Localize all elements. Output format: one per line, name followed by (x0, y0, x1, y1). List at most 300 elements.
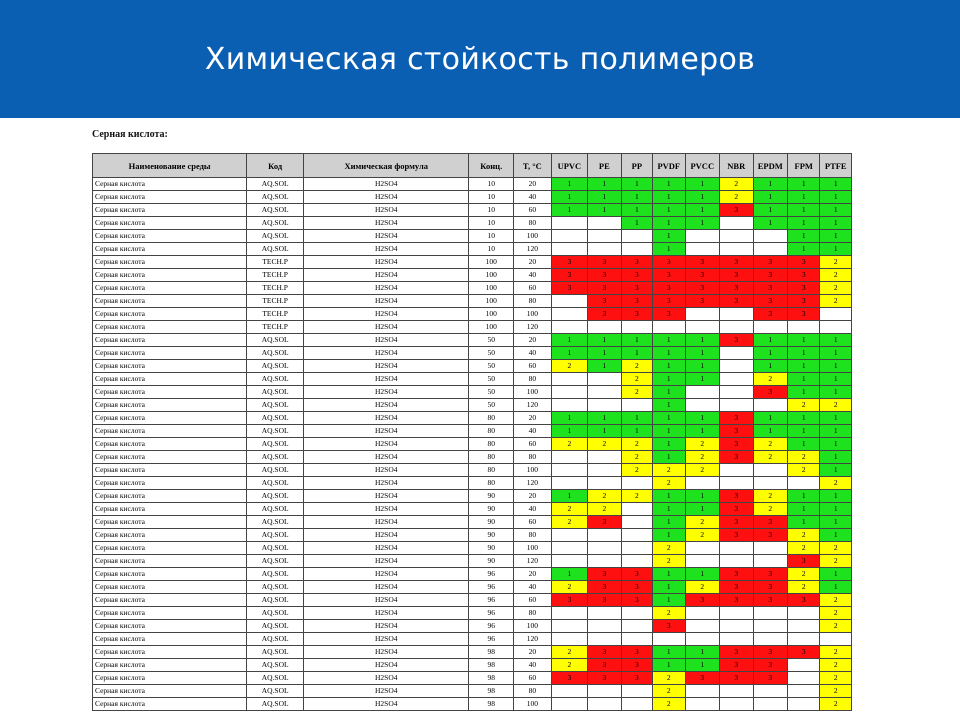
rating-cell (551, 529, 588, 542)
rating-cell: 2 (788, 581, 820, 594)
rating-cell: 2 (753, 373, 788, 386)
rating-cell: 3 (753, 659, 788, 672)
rating-cell: 1 (820, 503, 852, 516)
rating-cell: 3 (720, 672, 753, 685)
rating-cell: 2 (820, 399, 852, 412)
table-cell: TECH.P (247, 321, 304, 334)
rating-cell (621, 620, 652, 633)
rating-cell: 1 (653, 243, 685, 256)
rating-cell (788, 685, 820, 698)
rating-cell: 1 (653, 334, 685, 347)
rating-cell: 3 (551, 269, 588, 282)
rating-cell (720, 555, 753, 568)
table-cell: AQ.SOL (247, 464, 304, 477)
table-cell: AQ.SOL (247, 347, 304, 360)
rating-cell (588, 386, 621, 399)
rating-cell (685, 620, 720, 633)
rating-cell: 3 (685, 594, 720, 607)
table-cell: 120 (514, 399, 552, 412)
column-header: PVCC (685, 154, 720, 178)
rating-cell: 3 (653, 308, 685, 321)
table-cell: AQ.SOL (247, 412, 304, 425)
rating-cell (551, 373, 588, 386)
rating-cell (588, 464, 621, 477)
rating-cell: 1 (653, 204, 685, 217)
rating-cell (753, 399, 788, 412)
table-row (93, 659, 852, 672)
table-cell: H2SO4 (304, 516, 469, 529)
table-cell: H2SO4 (304, 633, 469, 646)
rating-cell: 2 (820, 672, 852, 685)
rating-cell: 3 (720, 516, 753, 529)
rating-cell: 1 (820, 425, 852, 438)
table-cell: 90 (469, 503, 514, 516)
rating-cell (588, 321, 621, 334)
rating-cell (685, 386, 720, 399)
rating-cell: 1 (653, 191, 685, 204)
rating-cell: 3 (720, 334, 753, 347)
rating-cell: 1 (653, 217, 685, 230)
table-cell: 96 (469, 633, 514, 646)
rating-cell: 3 (720, 451, 753, 464)
rating-cell (621, 399, 652, 412)
rating-cell: 1 (551, 347, 588, 360)
rating-cell: 3 (685, 269, 720, 282)
table-cell: 100 (469, 269, 514, 282)
rating-cell: 1 (588, 347, 621, 360)
rating-cell (753, 555, 788, 568)
column-header: Конц. (469, 154, 514, 178)
rating-cell: 1 (820, 243, 852, 256)
rating-cell (720, 399, 753, 412)
rating-cell: 3 (720, 594, 753, 607)
rating-cell: 3 (551, 256, 588, 269)
rating-cell (720, 373, 753, 386)
table-cell: H2SO4 (304, 425, 469, 438)
rating-cell: 3 (588, 568, 621, 581)
table-cell: AQ.SOL (247, 620, 304, 633)
rating-cell (621, 321, 652, 334)
table-cell: Серная кислота (93, 451, 247, 464)
table-row (93, 438, 852, 451)
rating-cell (720, 620, 753, 633)
rating-cell: 3 (621, 568, 652, 581)
table-cell: AQ.SOL (247, 672, 304, 685)
rating-cell (588, 685, 621, 698)
table-row (93, 230, 852, 243)
table-cell: 98 (469, 646, 514, 659)
table-row (93, 204, 852, 217)
table-body (93, 178, 852, 711)
rating-cell: 3 (753, 568, 788, 581)
table-row (93, 217, 852, 230)
rating-cell: 3 (753, 282, 788, 295)
table-cell: Серная кислота (93, 594, 247, 607)
table-cell: H2SO4 (304, 555, 469, 568)
column-header: FPM (788, 154, 820, 178)
rating-cell: 2 (788, 529, 820, 542)
rating-cell (621, 503, 652, 516)
rating-cell: 2 (685, 581, 720, 594)
rating-cell: 1 (653, 373, 685, 386)
rating-cell: 3 (588, 594, 621, 607)
table-cell: Серная кислота (93, 191, 247, 204)
rating-cell: 2 (551, 503, 588, 516)
table-cell: 50 (469, 386, 514, 399)
table-cell: 60 (514, 438, 552, 451)
rating-cell: 1 (551, 412, 588, 425)
table-row (93, 490, 852, 503)
rating-cell (788, 620, 820, 633)
rating-cell: 2 (753, 503, 788, 516)
rating-cell: 1 (820, 217, 852, 230)
table-row (93, 516, 852, 529)
table-cell: 80 (469, 412, 514, 425)
rating-cell (753, 685, 788, 698)
table-cell: 60 (514, 516, 552, 529)
table-cell: 98 (469, 698, 514, 711)
rating-cell: 3 (788, 594, 820, 607)
table-cell: H2SO4 (304, 412, 469, 425)
table-cell: Серная кислота (93, 347, 247, 360)
table-cell: 20 (514, 490, 552, 503)
rating-cell (788, 607, 820, 620)
table-cell: H2SO4 (304, 386, 469, 399)
rating-cell: 1 (551, 204, 588, 217)
table-row (93, 672, 852, 685)
rating-cell (685, 698, 720, 711)
table-cell: H2SO4 (304, 360, 469, 373)
table-cell: 80 (514, 451, 552, 464)
table-row (93, 646, 852, 659)
rating-cell: 3 (685, 256, 720, 269)
table-cell: 96 (469, 607, 514, 620)
rating-cell: 2 (820, 594, 852, 607)
rating-cell: 2 (820, 698, 852, 711)
rating-cell: 3 (653, 269, 685, 282)
rating-cell (551, 607, 588, 620)
rating-cell: 1 (653, 529, 685, 542)
rating-cell: 1 (685, 412, 720, 425)
rating-cell: 1 (788, 373, 820, 386)
rating-cell: 1 (621, 178, 652, 191)
rating-cell: 3 (753, 594, 788, 607)
rating-cell: 3 (788, 308, 820, 321)
table-cell: H2SO4 (304, 477, 469, 490)
rating-cell (551, 555, 588, 568)
rating-cell: 3 (720, 568, 753, 581)
rating-cell: 1 (685, 373, 720, 386)
table-cell: H2SO4 (304, 438, 469, 451)
rating-cell (551, 464, 588, 477)
rating-cell: 3 (788, 555, 820, 568)
rating-cell: 3 (588, 269, 621, 282)
table-row (93, 503, 852, 516)
page-title: Химическая стойкость полимеров (204, 42, 756, 77)
rating-cell: 2 (685, 451, 720, 464)
rating-cell: 3 (588, 308, 621, 321)
rating-cell: 3 (588, 659, 621, 672)
rating-cell (720, 230, 753, 243)
table-cell: Серная кислота (93, 477, 247, 490)
rating-cell: 2 (621, 360, 652, 373)
table-cell: Серная кислота (93, 230, 247, 243)
rating-cell: 2 (788, 464, 820, 477)
table-cell: H2SO4 (304, 269, 469, 282)
rating-cell (551, 295, 588, 308)
rating-cell: 1 (653, 594, 685, 607)
column-header: UPVC (551, 154, 588, 178)
rating-cell (621, 230, 652, 243)
table-cell: AQ.SOL (247, 477, 304, 490)
table-cell: 40 (514, 347, 552, 360)
column-header: EPDM (753, 154, 788, 178)
rating-cell: 1 (653, 490, 685, 503)
table-row (93, 295, 852, 308)
rating-cell: 1 (753, 347, 788, 360)
rating-cell: 3 (720, 269, 753, 282)
table-cell: AQ.SOL (247, 581, 304, 594)
table-cell: Серная кислота (93, 308, 247, 321)
rating-cell: 2 (820, 607, 852, 620)
rating-cell: 1 (653, 425, 685, 438)
rating-cell (753, 620, 788, 633)
table-cell: H2SO4 (304, 334, 469, 347)
rating-cell: 2 (653, 672, 685, 685)
table-cell: 100 (514, 308, 552, 321)
table-cell: Серная кислота (93, 620, 247, 633)
rating-cell: 1 (820, 373, 852, 386)
table-cell: H2SO4 (304, 295, 469, 308)
table-cell: AQ.SOL (247, 191, 304, 204)
rating-cell: 3 (588, 282, 621, 295)
table-cell: Серная кислота (93, 698, 247, 711)
rating-cell: 1 (685, 659, 720, 672)
rating-cell: 1 (820, 451, 852, 464)
table-cell: Серная кислота (93, 555, 247, 568)
rating-cell (685, 542, 720, 555)
table-cell: H2SO4 (304, 529, 469, 542)
rating-cell: 3 (653, 256, 685, 269)
table-cell: H2SO4 (304, 698, 469, 711)
table-cell: H2SO4 (304, 204, 469, 217)
rating-cell: 2 (551, 659, 588, 672)
table-cell: H2SO4 (304, 490, 469, 503)
rating-cell (685, 399, 720, 412)
rating-cell: 2 (621, 464, 652, 477)
rating-cell (621, 477, 652, 490)
table-cell: Серная кислота (93, 646, 247, 659)
rating-cell: 1 (685, 360, 720, 373)
rating-cell: 1 (753, 334, 788, 347)
table-cell: AQ.SOL (247, 425, 304, 438)
rating-cell: 3 (753, 256, 788, 269)
rating-cell (685, 633, 720, 646)
rating-cell: 2 (685, 438, 720, 451)
rating-cell: 1 (753, 412, 788, 425)
table-cell: H2SO4 (304, 581, 469, 594)
rating-cell: 3 (753, 672, 788, 685)
rating-cell: 1 (820, 230, 852, 243)
table-cell: H2SO4 (304, 230, 469, 243)
table-cell: 60 (514, 672, 552, 685)
table-cell: 20 (514, 178, 552, 191)
table-cell: Серная кислота (93, 295, 247, 308)
rating-cell: 2 (820, 282, 852, 295)
rating-cell: 2 (551, 516, 588, 529)
rating-cell: 2 (820, 256, 852, 269)
table-cell: 100 (514, 464, 552, 477)
table-cell: 10 (469, 217, 514, 230)
rating-cell: 3 (685, 672, 720, 685)
rating-cell (753, 477, 788, 490)
rating-cell: 2 (621, 451, 652, 464)
rating-cell: 2 (720, 178, 753, 191)
rating-cell: 1 (753, 217, 788, 230)
rating-cell: 2 (685, 464, 720, 477)
rating-cell: 3 (720, 425, 753, 438)
table-cell: AQ.SOL (247, 204, 304, 217)
rating-cell (588, 542, 621, 555)
table-cell: H2SO4 (304, 503, 469, 516)
table-cell: Серная кислота (93, 633, 247, 646)
rating-cell (588, 399, 621, 412)
rating-cell (551, 542, 588, 555)
rating-cell: 1 (788, 334, 820, 347)
rating-cell (788, 672, 820, 685)
table-row (93, 334, 852, 347)
rating-cell: 3 (621, 594, 652, 607)
table-cell: Серная кислота (93, 178, 247, 191)
table-cell: Серная кислота (93, 282, 247, 295)
table-cell: 90 (469, 529, 514, 542)
rating-cell: 3 (753, 581, 788, 594)
table-cell: Серная кислота (93, 464, 247, 477)
table-row (93, 308, 852, 321)
table-row (93, 581, 852, 594)
table-row (93, 269, 852, 282)
rating-cell: 2 (653, 464, 685, 477)
rating-cell: 1 (653, 438, 685, 451)
table-row (93, 698, 852, 711)
rating-cell: 2 (753, 490, 788, 503)
table-cell: 10 (469, 191, 514, 204)
rating-cell: 2 (621, 373, 652, 386)
rating-cell (621, 607, 652, 620)
table-row (93, 594, 852, 607)
rating-cell: 3 (621, 308, 652, 321)
rating-cell: 1 (788, 425, 820, 438)
rating-cell: 3 (588, 646, 621, 659)
rating-cell (753, 321, 788, 334)
rating-cell: 1 (788, 412, 820, 425)
rating-cell: 1 (685, 217, 720, 230)
rating-cell: 2 (621, 490, 652, 503)
rating-cell: 1 (685, 204, 720, 217)
table-cell: 90 (469, 516, 514, 529)
table-cell: AQ.SOL (247, 646, 304, 659)
rating-cell: 3 (551, 282, 588, 295)
rating-cell (685, 243, 720, 256)
rating-cell: 3 (621, 581, 652, 594)
rating-cell: 2 (621, 438, 652, 451)
rating-cell: 3 (720, 581, 753, 594)
table-cell: Серная кислота (93, 607, 247, 620)
table-cell: 96 (469, 620, 514, 633)
table-cell: AQ.SOL (247, 438, 304, 451)
table-cell: Серная кислота (93, 529, 247, 542)
table-cell: Серная кислота (93, 204, 247, 217)
table-cell: 90 (469, 490, 514, 503)
rating-cell: 2 (653, 607, 685, 620)
rating-cell: 2 (820, 659, 852, 672)
table-cell: H2SO4 (304, 399, 469, 412)
table-cell: Серная кислота (93, 373, 247, 386)
table-cell: 80 (514, 685, 552, 698)
table-cell: TECH.P (247, 308, 304, 321)
rating-cell (753, 698, 788, 711)
rating-cell (685, 321, 720, 334)
rating-cell: 3 (551, 594, 588, 607)
rating-cell (685, 477, 720, 490)
rating-cell (653, 633, 685, 646)
table-cell: 80 (469, 451, 514, 464)
table-header-row (93, 154, 852, 178)
rating-cell: 3 (621, 282, 652, 295)
rating-cell: 3 (720, 529, 753, 542)
table-row (93, 607, 852, 620)
table-cell: H2SO4 (304, 178, 469, 191)
rating-cell: 1 (653, 581, 685, 594)
rating-cell: 1 (653, 399, 685, 412)
table-cell: 20 (514, 568, 552, 581)
rating-cell (621, 542, 652, 555)
table-row (93, 243, 852, 256)
rating-cell: 1 (588, 334, 621, 347)
table-cell: Серная кислота (93, 516, 247, 529)
rating-cell: 3 (720, 204, 753, 217)
rating-cell: 1 (788, 490, 820, 503)
table-cell: 20 (514, 412, 552, 425)
column-header: PE (588, 154, 621, 178)
rating-cell: 3 (653, 620, 685, 633)
rating-cell: 1 (820, 191, 852, 204)
rating-cell: 3 (753, 386, 788, 399)
rating-cell: 3 (720, 438, 753, 451)
rating-cell: 3 (588, 581, 621, 594)
table-cell: 100 (514, 542, 552, 555)
rating-cell: 3 (788, 256, 820, 269)
rating-cell: 1 (820, 516, 852, 529)
rating-cell (621, 633, 652, 646)
rating-cell: 1 (820, 464, 852, 477)
rating-cell: 1 (788, 178, 820, 191)
rating-cell (720, 321, 753, 334)
rating-cell: 1 (685, 191, 720, 204)
rating-cell (753, 230, 788, 243)
rating-cell (753, 542, 788, 555)
table-cell: 10 (469, 178, 514, 191)
rating-cell: 1 (588, 191, 621, 204)
table-cell: AQ.SOL (247, 529, 304, 542)
table-cell: 100 (514, 620, 552, 633)
table-cell: 50 (469, 373, 514, 386)
table-cell: AQ.SOL (247, 503, 304, 516)
rating-cell: 3 (753, 308, 788, 321)
rating-cell (588, 217, 621, 230)
table-cell: AQ.SOL (247, 633, 304, 646)
table-cell: 20 (514, 256, 552, 269)
